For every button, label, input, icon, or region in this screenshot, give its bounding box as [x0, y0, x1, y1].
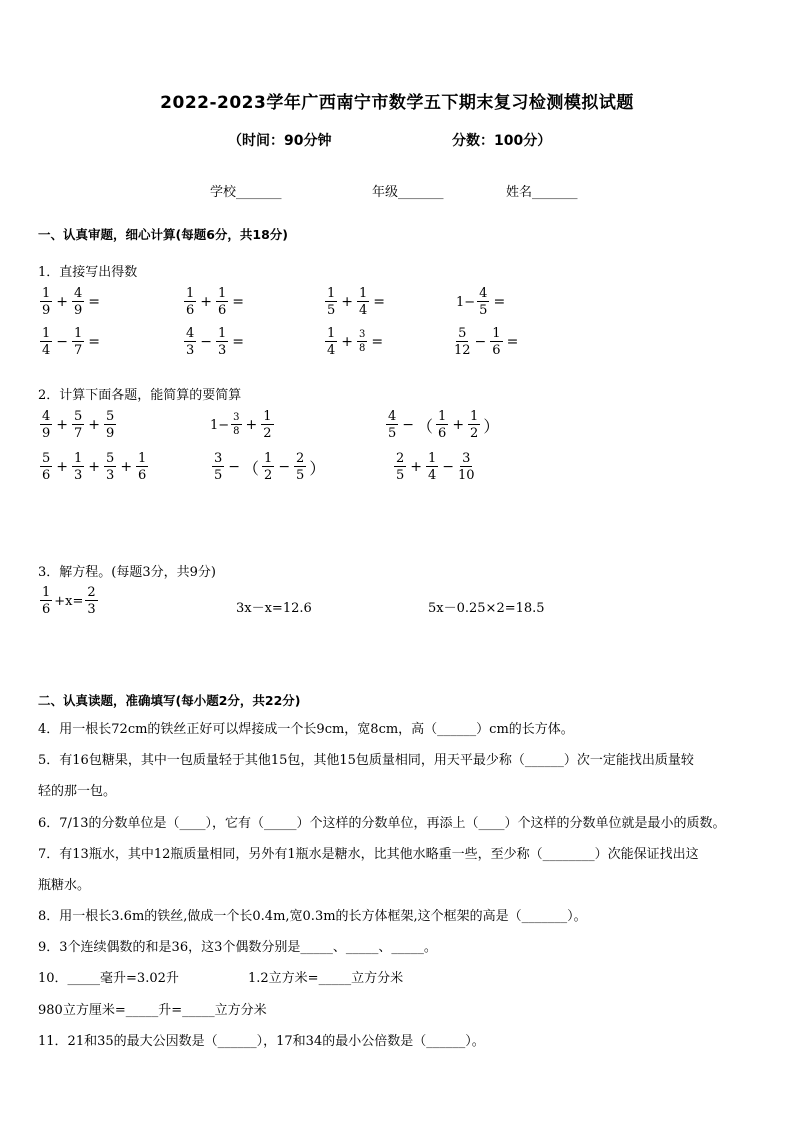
exam-score: 分数：100分）	[452, 133, 552, 149]
q5-line2: 轻的那一包。	[38, 784, 117, 799]
page-title: 2022-2023学年广西南宁市数学五下期末复习检测模拟试题	[160, 93, 634, 113]
q1-label: 1．直接写出得数	[38, 265, 138, 280]
section1-heading: 一、认真审题，细心计算(每题6分，共18分)	[38, 227, 289, 242]
q7-line2: 瓶糖水。	[38, 878, 91, 893]
q1-r1-e1: $\frac{1}{9}$ + $\frac{4}{9}$ =	[42, 286, 101, 318]
q10-part3: 980立方厘米=_____升=_____立方分米	[38, 1003, 267, 1018]
q2-r1-e1: $\frac{4}{9}$ + $\frac{5}{7}$ + $\frac{5}{9}$	[42, 409, 115, 441]
q2-r2-e3: $\frac{2}{5}$ + $\frac{1}{4}$ − $\frac{3}{10}$	[396, 451, 475, 483]
q8: 8．用一根长3.6m的铁丝,做成一个长0.4m,宽0.3m的长方体框架,这个框架的高是（_______）。	[38, 909, 587, 924]
q6: 6．7/13的分数单位是（____），它有（_____）个这样的分数单位，再添上（____）个这样的分数单位就是最小的质数。	[38, 816, 726, 831]
q1-r2-e2: $\frac{4}{3}$ − $\frac{1}{3}$ =	[186, 326, 245, 358]
q11: 11．21和35的最大公因数是（______），17和34的最小公倍数是（______）。	[38, 1034, 485, 1049]
q10-part2: 1.2立方米=_____立方分米	[248, 971, 404, 986]
q1-r1-e2: $\frac{1}{6}$ + $\frac{1}{6}$ =	[186, 286, 245, 318]
exam-time: （时间：90分钟	[228, 133, 332, 149]
q1-r2-e1: $\frac{1}{4}$ − $\frac{1}{7}$ =	[42, 326, 101, 358]
q1-r2-e4: $\frac{5}{12}$ − $\frac{1}{6}$ =	[454, 326, 519, 358]
q2-label: 2．计算下面各题，能简算的要简算	[38, 388, 242, 403]
name-field[interactable]: 姓名_______	[506, 185, 578, 200]
q7-line1: 7．有13瓶水，其中12瓶质量相同，另外有1瓶水是糖水，比其他水略重一些，至少称（________）次能保证找出这	[38, 847, 699, 862]
q2-r1-e3: $\frac{4}{5}$ − （ $\frac{1}{6}$ + $\frac{1}{2}$ ）	[388, 409, 500, 441]
q3-e2: 3x－x=12.6	[236, 601, 312, 616]
q2-r2-e2: $\frac{3}{5}$ − （ $\frac{1}{2}$ − $\frac{2}{5}$ ）	[214, 451, 326, 483]
q10-part1: 10．_____毫升=3.02升	[38, 971, 179, 986]
q9: 9．3个连续偶数的和是36，这3个偶数分别是_____、_____、_____。	[38, 940, 437, 955]
q2-r2-e1: $\frac{5}{6}$ + $\frac{1}{3}$ + $\frac{5}{3}$ + $\frac{1}{6}$	[42, 451, 147, 483]
q2-r1-e2: 1− $\frac{3}{8}$ + $\frac{1}{2}$	[210, 409, 272, 441]
q1-r1-e4: 1− $\frac{4}{5}$ =	[456, 286, 506, 318]
school-field[interactable]: 学校_______	[210, 185, 282, 200]
q5-line1: 5．有16包糖果，其中一包质量轻于其他15包，其他15包质量相同，用天平最少称（______）次一定能找出质量较	[38, 753, 694, 768]
q3-label: 3．解方程。(每题3分，共9分)	[38, 565, 216, 580]
q1-r1-e3: $\frac{1}{5}$ + $\frac{1}{4}$ =	[327, 286, 386, 318]
q1-r2-e3: $\frac{1}{4}$ + $\frac{3}{8}$ =	[327, 326, 384, 358]
q4: 4．用一根长72cm的铁丝正好可以焊接成一个长9cm，宽8cm，高（______）cm的长方体。	[38, 722, 574, 737]
q3-e3: 5x－0.25×2=18.5	[428, 601, 545, 616]
grade-field[interactable]: 年级_______	[372, 185, 444, 200]
q3-e1: $\frac{1}{6}$ +x= $\frac{2}{3}$	[42, 585, 96, 617]
section2-heading: 二、认真读题，准确填写(每小题2分，共22分)	[38, 693, 301, 708]
